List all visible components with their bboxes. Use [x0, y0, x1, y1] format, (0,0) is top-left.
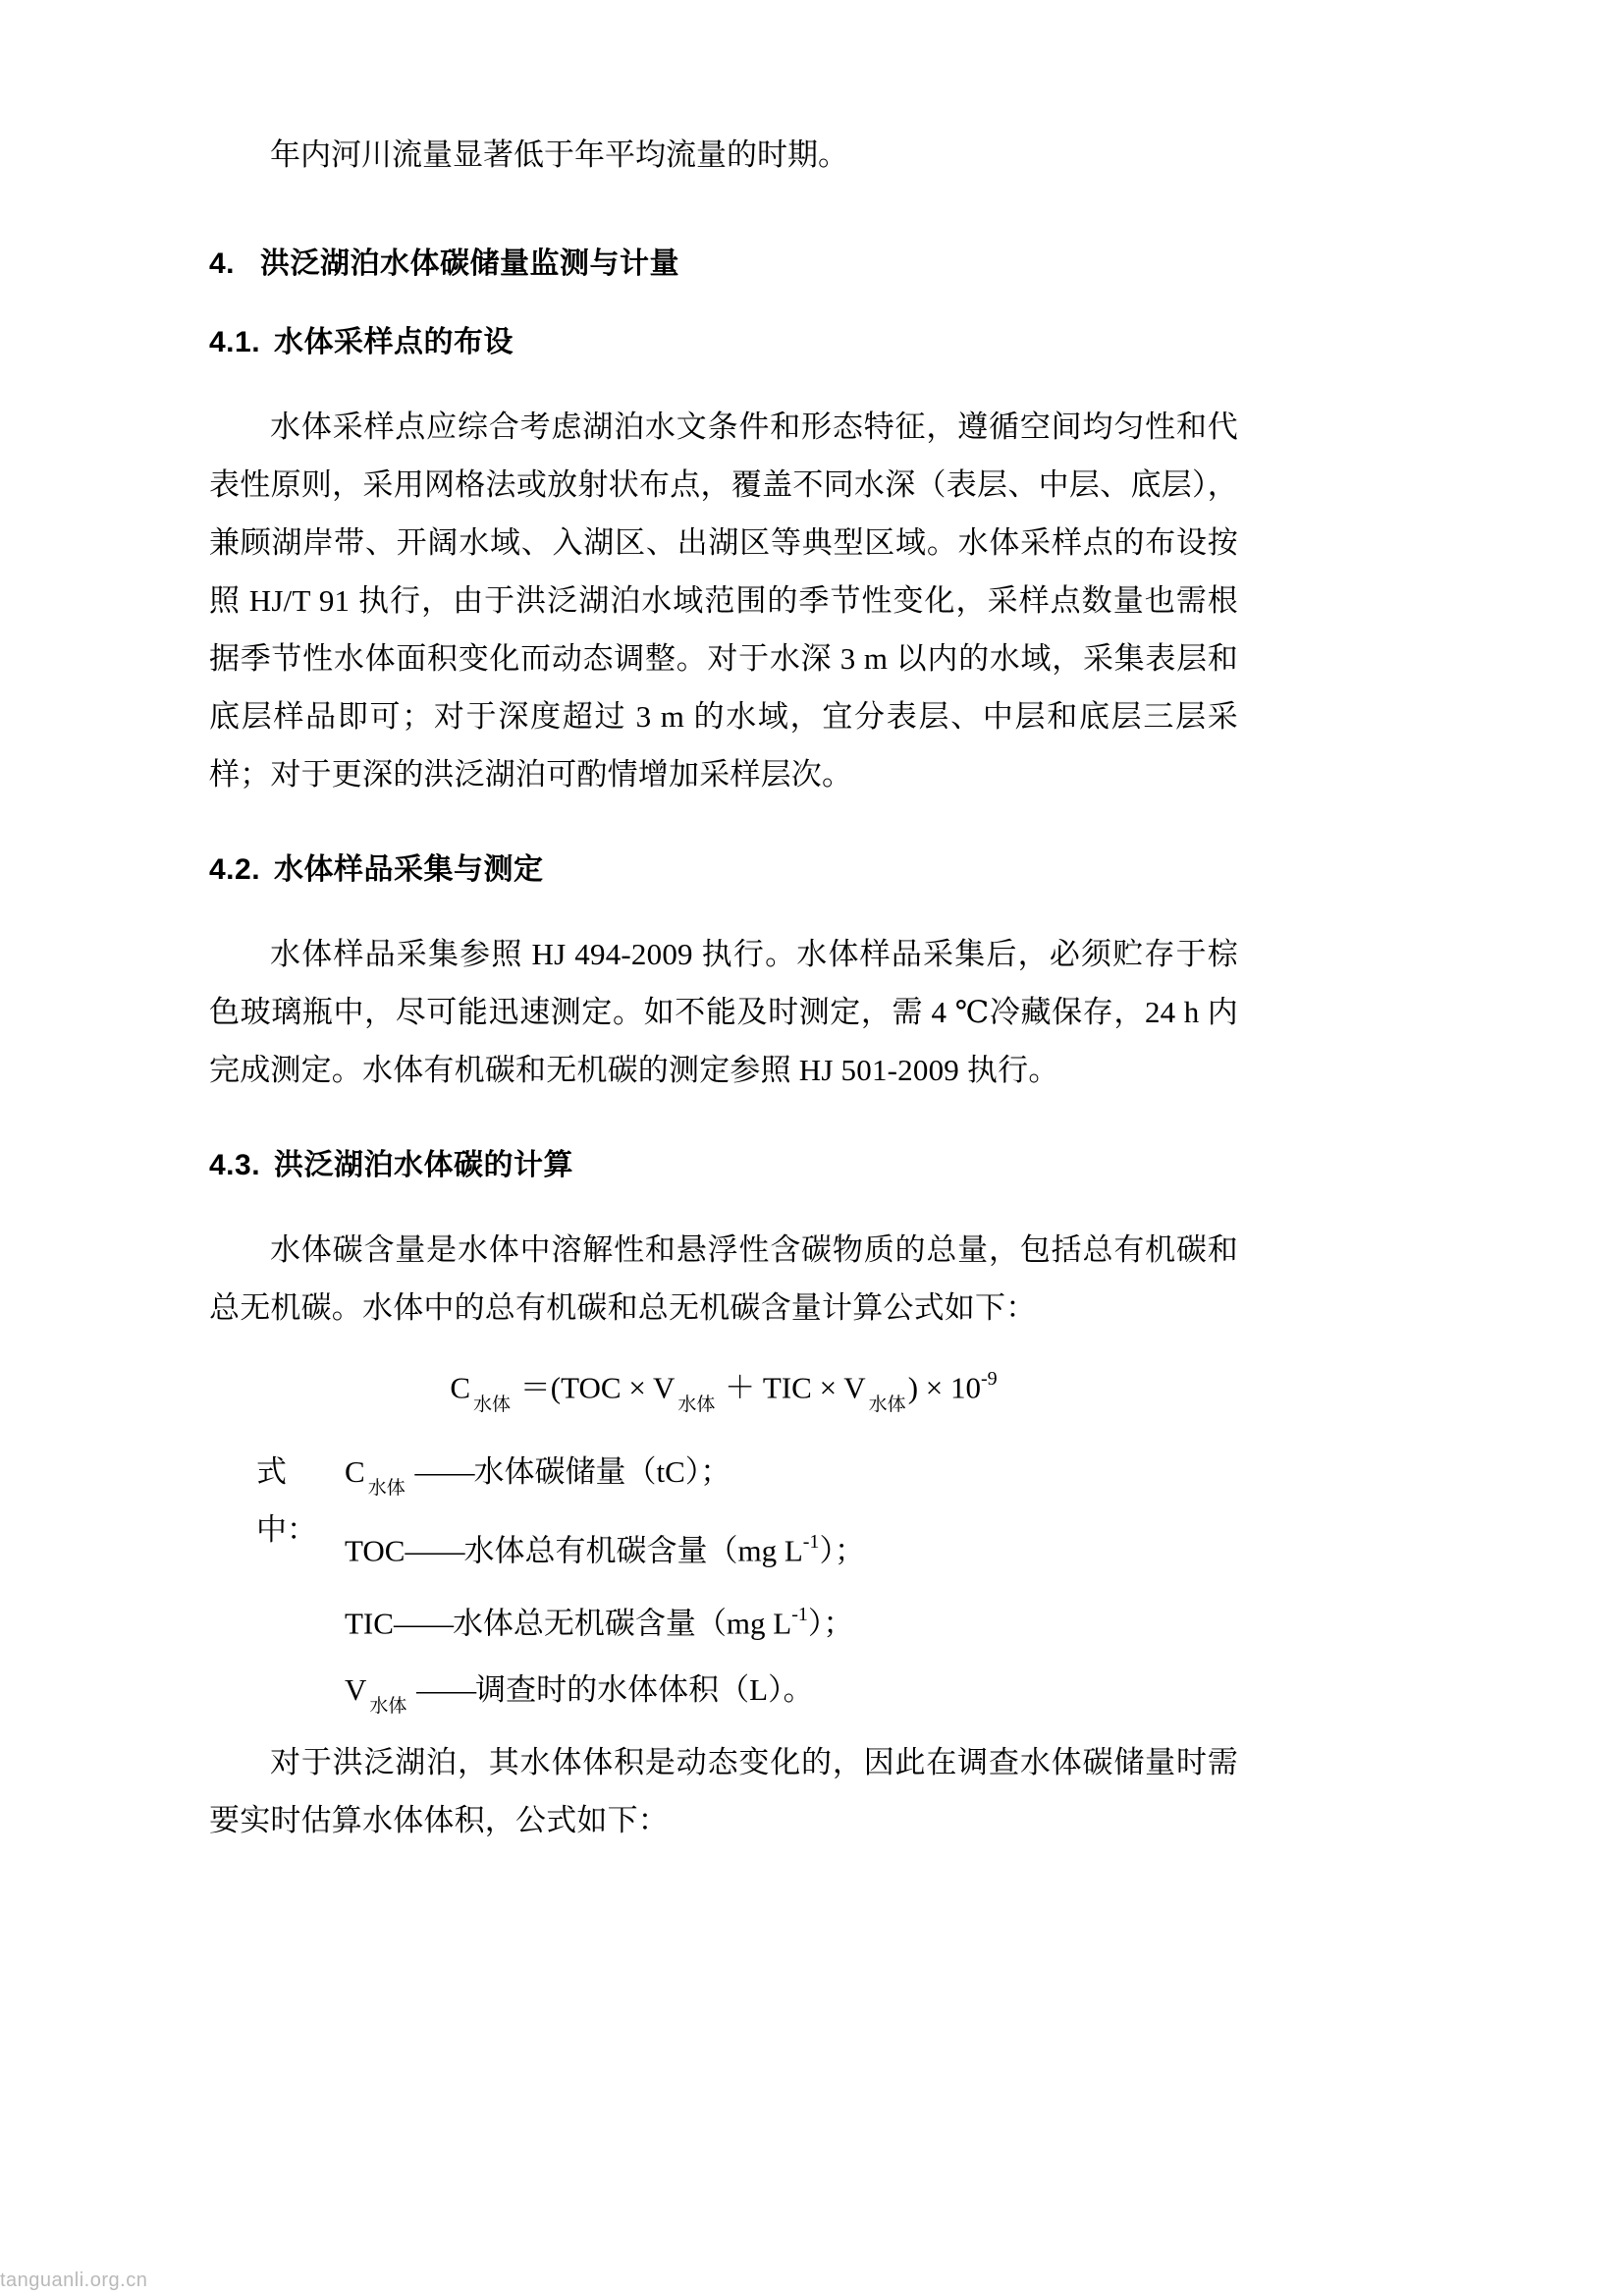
opening-paragraph: 年内河川流量显著低于年平均流量的时期。 [270, 137, 848, 172]
formula-close-paren: ) [907, 1370, 919, 1405]
definition-terminator: ； [834, 1532, 865, 1567]
formula-var-v2-subscript: 水体 [868, 1394, 906, 1415]
heading-text: 洪泛湖泊水体碳的计算 [274, 1149, 573, 1181]
definition-row-v [209, 1661, 1238, 1733]
definition-description: 水体总无机碳含量 [452, 1605, 696, 1640]
definition-description: 调查时的水体体积 [475, 1671, 720, 1707]
definition-subscript: 水体 [369, 1695, 407, 1717]
heading-section-4 [209, 245, 1238, 284]
spacer [209, 1099, 1238, 1146]
definition-row-c [209, 1443, 1238, 1547]
definition-unit-suffix: ） [807, 1605, 824, 1640]
spacer [209, 1185, 1238, 1221]
formula-var-v1: V [653, 1370, 676, 1405]
definition-lead-label: 式中： [256, 1453, 317, 1547]
definition-symbol: V [345, 1671, 367, 1707]
spacer [209, 184, 1238, 245]
watermark-text: tanguanli.org.cn [0, 2269, 148, 2291]
heading-text: 洪泛湖泊水体碳储量监测与计量 [260, 247, 679, 280]
definition-description: 水体碳储量 [473, 1453, 626, 1489]
definition-dash: —— [405, 1532, 464, 1567]
heading-section-4-3 [209, 1146, 1238, 1185]
heading-number: 4.1. [209, 326, 261, 358]
heading-number: 4.3. [209, 1149, 261, 1181]
spacer [209, 362, 1238, 398]
heading-section-4-1 [209, 323, 1238, 362]
formula-factor-exponent: -9 [981, 1368, 998, 1390]
definition-symbol: C [345, 1453, 365, 1489]
water-carbon-formula [209, 1337, 1238, 1443]
definition-unit-exponent: -1 [802, 1530, 820, 1553]
formula-times-2: × [819, 1370, 838, 1405]
formula-term-tic: TIC [762, 1370, 812, 1405]
definition-unit-prefix: （mg L [707, 1532, 803, 1567]
page-content [209, 0, 1238, 1849]
definition-dash: —— [414, 1453, 474, 1489]
definition-symbol: TIC [345, 1605, 394, 1640]
definition-description: 水体总有机碳含量 [463, 1532, 708, 1567]
formula-lhs-subscript: 水体 [473, 1394, 512, 1415]
definition-terminator: ； [700, 1453, 731, 1489]
formula-lhs-symbol: C [450, 1370, 471, 1405]
spacer [209, 803, 1238, 850]
definition-body [345, 1515, 865, 1579]
definition-dash: —— [416, 1671, 476, 1707]
formula-var-v2: V [843, 1370, 866, 1405]
formula-plus: ＋ [725, 1370, 756, 1405]
definition-row-tic [209, 1588, 1238, 1661]
definition-terminator: 。 [783, 1671, 814, 1707]
definition-unit-suffix: ） [819, 1532, 835, 1567]
symbol-definition-list [209, 1443, 1238, 1733]
definition-unit-exponent: -1 [791, 1603, 808, 1625]
heading-section-4-2 [209, 850, 1238, 890]
definition-unit-prefix: （mg L [695, 1605, 792, 1640]
paragraph-4-3: 水体碳含量是水体中溶解性和悬浮性含碳物质的总量，包括总有机碳和总无机碳。水体中的总有机碳和总无机碳含量计算公式如下： [209, 1232, 1238, 1325]
definition-row-toc [209, 1515, 1238, 1588]
spacer [209, 890, 1238, 925]
definition-unit: （tC） [625, 1453, 701, 1489]
definition-terminator: ； [823, 1605, 854, 1640]
heading-text: 水体采样点的布设 [274, 326, 514, 358]
definition-body [345, 1443, 730, 1512]
definition-subscript: 水体 [367, 1477, 406, 1499]
formula-var-v1-subscript: 水体 [677, 1394, 716, 1415]
formula-times-3: × [925, 1370, 944, 1405]
formula-open-paren: ( [550, 1370, 562, 1405]
formula-equals: ＝ [519, 1370, 551, 1405]
spacer [209, 284, 1238, 323]
formula-factor-base: 10 [950, 1370, 981, 1405]
definition-symbol: TOC [345, 1532, 406, 1567]
definition-unit: （L） [719, 1671, 784, 1707]
heading-number: 4.2. [209, 853, 261, 886]
paragraph-4-3-closing: 对于洪泛湖泊，其水体体积是动态变化的，因此在调查水体碳储量时需要实时估算水体体积，公式如下： [209, 1744, 1238, 1837]
definition-body [345, 1588, 853, 1652]
heading-text: 水体样品采集与测定 [274, 853, 544, 886]
heading-number: 4. [209, 247, 236, 280]
formula-times-1: × [628, 1370, 646, 1405]
paragraph-4-1: 水体采样点应综合考虑湖泊水文条件和形态特征，遵循空间均匀性和代表性原则，采用网格法或放射状布点，覆盖不同水深（表层、中层、底层），兼顾湖岸带、开阔水域、入湖区、出湖区等典型区域。水体采样点的布设按照 HJ/T 91 执行，由于洪泛湖泊水域范围的季节性变化，采样点数量也需根据季节性水体面积变化而动态调整。对于水深 3 m 以内的水域，采集表层和底层样品即可；对于深度超过 3 m 的水域，宜分表层、中层和底层三层采样；对于更深的洪泛湖泊可酌情增加采样层次。 [209, 410, 1238, 792]
definition-body [345, 1661, 814, 1730]
definition-dash: —— [393, 1605, 453, 1640]
paragraph-4-2: 水体样品采集参照 HJ 494-2009 执行。水体样品采集后，必须贮存于棕色玻璃瓶中，尽可能迅速测定。如不能及时测定，需 4 ℃冷藏保存，24 h 内完成测定。水体有机碳和无机碳的测定参照 HJ 501-2009 执行。 [209, 937, 1238, 1087]
formula-term-toc: TOC [561, 1370, 622, 1405]
